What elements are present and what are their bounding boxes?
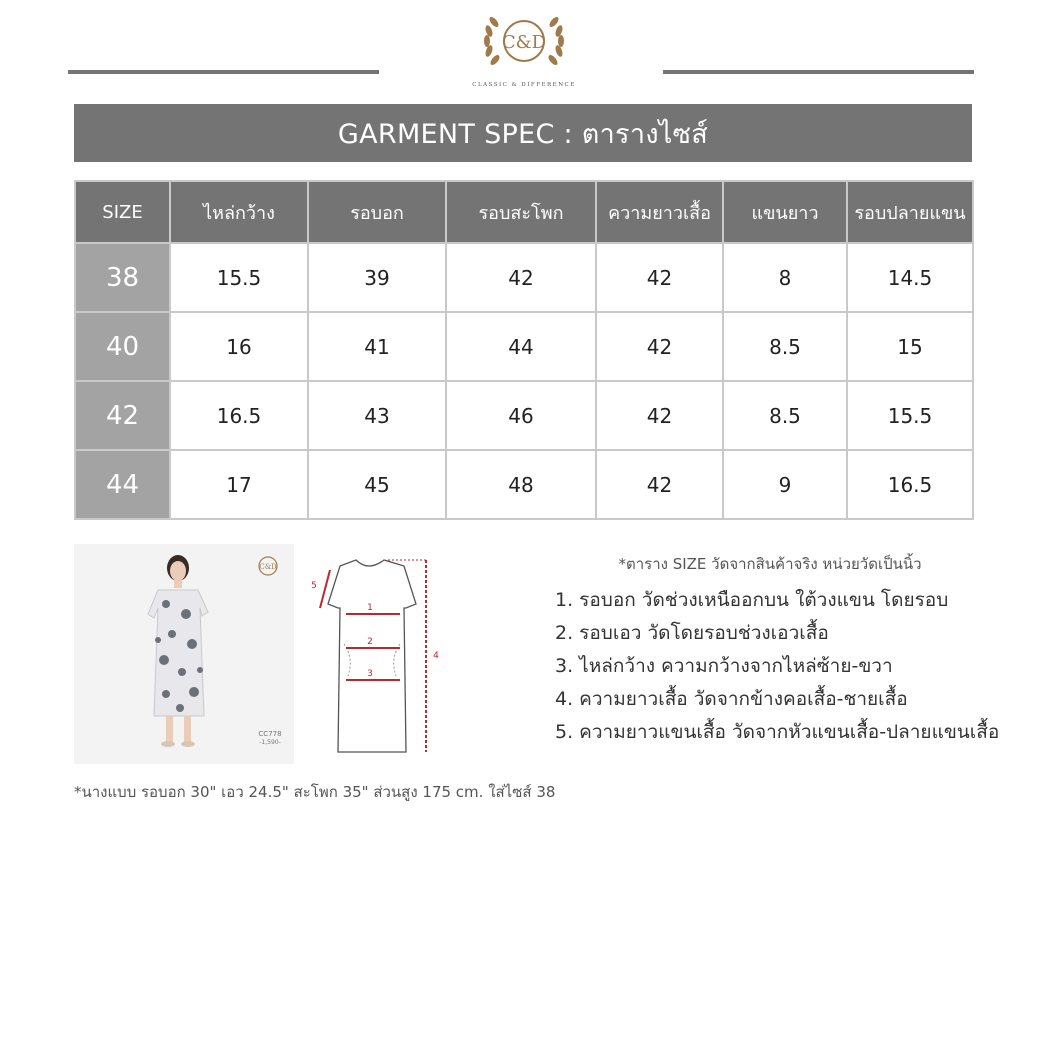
table-cell: 15.5: [170, 243, 308, 312]
model-photo: [74, 544, 294, 764]
table-cell: 16.5: [847, 450, 973, 519]
table-cell: 9: [723, 450, 847, 519]
table-cell: 16: [170, 312, 308, 381]
column-header: รอบอก: [308, 181, 446, 243]
logo-monogram: C&D: [501, 32, 547, 53]
photo-logo-mark: C&D: [259, 563, 277, 571]
table-cell: 43: [308, 381, 446, 450]
table-header-row: [75, 181, 973, 243]
diagram-label-1: 1: [367, 603, 373, 613]
table-cell: 15.5: [847, 381, 973, 450]
measurement-instructions: [555, 584, 999, 749]
table-row: [75, 381, 973, 450]
table-row: [75, 450, 973, 519]
header-divider-right: [663, 70, 974, 74]
column-header: ไหล่กว้าง: [170, 181, 308, 243]
table-cell: 44: [446, 312, 596, 381]
table-cell: 41: [308, 312, 446, 381]
diagram-label-4: 4: [433, 651, 439, 661]
list-item: 3. ไหล่กว้าง ความกว้างจากไหล่ซ้าย-ขวา: [555, 655, 893, 677]
measurement-note: *ตาราง SIZE วัดจากสินค้าจริง หน่วยวัดเป็นนิ้ว: [618, 555, 922, 573]
list-item: 4. ความยาวเสื้อ วัดจากข้างคอเสื้อ-ชายเสื้อ: [555, 688, 908, 710]
product-code: CC778: [258, 730, 282, 738]
table-cell: 17: [170, 450, 308, 519]
title-bar: [74, 104, 972, 162]
table-cell: 42: [596, 450, 723, 519]
table-cell: 8: [723, 243, 847, 312]
table-row: [75, 312, 973, 381]
size-table: [74, 180, 974, 520]
table-cell: 42: [596, 312, 723, 381]
dress-outline: [328, 560, 416, 752]
table-row: [75, 243, 973, 312]
table-cell: 42: [596, 381, 723, 450]
table-cell: 14.5: [847, 243, 973, 312]
column-header: แขนยาว: [723, 181, 847, 243]
list-item: 5. ความยาวแขนเสื้อ วัดจากหัวแขนเสื้อ-ปลายแขนเสื้อ: [555, 721, 1000, 743]
product-sub: -1,590-: [259, 739, 281, 746]
list-item: 2. รอบเอว วัดโดยรอบช่วงเอวเสื้อ: [555, 622, 829, 644]
model-measurements-note: *นางแบบ รอบอก 30" เอว 24.5" สะโพก 35" ส่วนสูง 175 cm. ใส่ไซส์ 38: [74, 783, 556, 801]
diagram-label-3: 3: [367, 669, 373, 679]
size-cell: 42: [75, 381, 170, 450]
column-header: รอบสะโพก: [446, 181, 596, 243]
table-cell: 8.5: [723, 312, 847, 381]
column-header: ความยาวเสื้อ: [596, 181, 723, 243]
list-item: 1. รอบอก วัดช่วงเหนืออกบน ใต้วงแขน โดยรอบ: [555, 589, 949, 611]
brand-logo: [470, 0, 578, 92]
table-cell: 46: [446, 381, 596, 450]
measurement-diagram: [308, 548, 444, 758]
logo-tagline: CLASSIC & DIFFERENCE: [472, 82, 576, 88]
column-header: รอบปลายแขน: [847, 181, 973, 243]
table-cell: 39: [308, 243, 446, 312]
size-cell: 40: [75, 312, 170, 381]
diagram-label-2: 2: [367, 637, 373, 647]
table-cell: 45: [308, 450, 446, 519]
table-cell: 42: [596, 243, 723, 312]
diagram-label-5: 5: [311, 581, 317, 591]
page-title: GARMENT SPEC : ตารางไซส์: [337, 118, 709, 150]
table-cell: 8.5: [723, 381, 847, 450]
table-cell: 48: [446, 450, 596, 519]
table-cell: 16.5: [170, 381, 308, 450]
column-header: SIZE: [75, 181, 170, 243]
table-cell: 42: [446, 243, 596, 312]
table-cell: 15: [847, 312, 973, 381]
header-divider-left: [68, 70, 379, 74]
size-cell: 38: [75, 243, 170, 312]
size-cell: 44: [75, 450, 170, 519]
